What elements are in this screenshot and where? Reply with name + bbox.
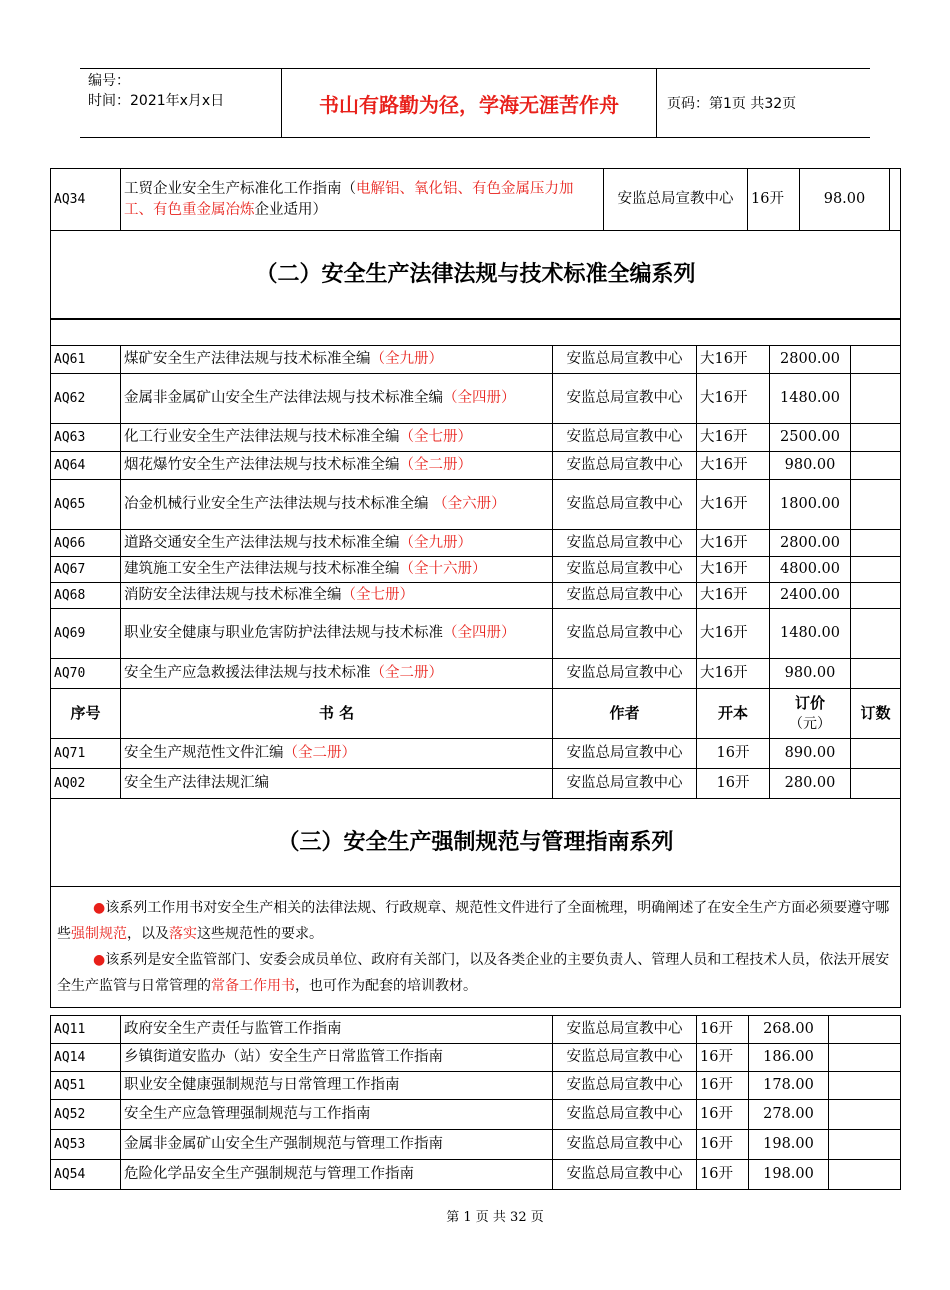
order-qty-cell[interactable] <box>890 169 901 231</box>
table-row <box>51 424 901 452</box>
book-size: 大16开 <box>697 583 770 609</box>
book-price: 2500.00 <box>770 424 851 452</box>
book-price: 280.00 <box>770 769 851 799</box>
book-title: 职业安全健康强制规范与日常管理工作指南 <box>121 1072 553 1100</box>
order-qty-cell[interactable] <box>829 1016 901 1044</box>
table-row <box>51 452 901 480</box>
book-title: 建筑施工安全生产法律法规与技术标准全编（全十六册） <box>121 557 553 583</box>
book-title: 化工行业安全生产法律法规与技术标准全编（全七册） <box>121 424 553 452</box>
table-row <box>51 374 901 424</box>
book-author: 安监总局宣教中心 <box>553 609 697 659</box>
book-author: 安监总局宣教中心 <box>553 480 697 530</box>
book-title: 安全生产应急管理强制规范与工作指南 <box>121 1100 553 1130</box>
book-title: 危险化学品安全生产强制规范与管理工作指南 <box>121 1160 553 1190</box>
book-code: AQ65 <box>51 480 121 530</box>
book-price: 2800.00 <box>770 530 851 557</box>
book-code: AQ54 <box>51 1160 121 1190</box>
book-size: 16开 <box>697 739 770 769</box>
book-author: 安监总局宣教中心 <box>553 1016 697 1044</box>
book-title: 职业安全健康与职业危害防护法律法规与技术标准（全四册） <box>121 609 553 659</box>
book-author: 安监总局宣教中心 <box>604 169 748 231</box>
book-title: 工贸企业安全生产标准化工作指南（电解铝、氧化铝、有色金属压力加工、有色重金属冶炼企业适用） <box>121 169 604 231</box>
book-code: AQ53 <box>51 1130 121 1160</box>
book-title: 烟花爆竹安全生产法律法规与技术标准全编（全二册） <box>121 452 553 480</box>
catalog-table-top <box>50 168 901 319</box>
book-code: AQ69 <box>51 609 121 659</box>
order-qty-cell[interactable] <box>829 1044 901 1072</box>
book-size: 大16开 <box>697 659 770 689</box>
book-title: 安全生产应急救援法律法规与技术标准（全二册） <box>121 659 553 689</box>
header-motto: 书山有路勤为径，学海无涯苦作舟 <box>282 69 657 137</box>
book-size: 大16开 <box>697 424 770 452</box>
book-size: 大16开 <box>697 346 770 374</box>
book-code: AQ51 <box>51 1072 121 1100</box>
order-qty-cell[interactable] <box>851 374 901 424</box>
table-row <box>51 530 901 557</box>
table-row <box>51 1072 901 1100</box>
book-code: AQ61 <box>51 346 121 374</box>
book-size: 16开 <box>697 1016 749 1044</box>
table-row <box>51 1130 901 1160</box>
table-row <box>51 1044 901 1072</box>
series-description <box>51 887 901 1008</box>
book-code: AQ02 <box>51 769 121 799</box>
book-code: AQ64 <box>51 452 121 480</box>
book-author: 安监总局宣教中心 <box>553 659 697 689</box>
book-size: 16开 <box>697 769 770 799</box>
order-qty-cell[interactable] <box>829 1072 901 1100</box>
table-row <box>51 169 901 231</box>
book-price: 2800.00 <box>770 346 851 374</box>
order-qty-cell[interactable] <box>851 769 901 799</box>
header-meta <box>80 69 282 137</box>
book-size: 大16开 <box>697 374 770 424</box>
book-price: 198.00 <box>749 1160 829 1190</box>
book-price: 186.00 <box>749 1044 829 1072</box>
order-qty-cell[interactable] <box>851 480 901 530</box>
book-size: 16开 <box>697 1072 749 1100</box>
book-size: 16开 <box>697 1044 749 1072</box>
description-paragraph: ●该系列工作用书对安全生产相关的法律法规、行政规章、规范性文件进行了全面梳理，明确阐述了在安全生产方面必须要遵守哪些强制规范，以及落实这些规范性的要求。 <box>57 900 890 942</box>
book-code: AQ62 <box>51 374 121 424</box>
book-code: AQ68 <box>51 583 121 609</box>
book-code: AQ66 <box>51 530 121 557</box>
book-price: 980.00 <box>770 452 851 480</box>
table-row <box>51 583 901 609</box>
header-page-number: 页码：第1页 共32页 <box>667 96 797 112</box>
col-header-price: 订价 （元） <box>770 689 851 739</box>
order-qty-cell[interactable] <box>851 739 901 769</box>
table-row <box>51 557 901 583</box>
book-author: 安监总局宣教中心 <box>553 374 697 424</box>
order-qty-cell[interactable] <box>851 452 901 480</box>
book-title: 煤矿安全生产法律法规与技术标准全编（全九册） <box>121 346 553 374</box>
book-author: 安监总局宣教中心 <box>553 557 697 583</box>
book-size: 16开 <box>748 169 800 231</box>
table-row <box>51 659 901 689</box>
book-price: 890.00 <box>770 739 851 769</box>
page-footer: 第 1 页 共 32 页 <box>446 1210 544 1225</box>
book-price: 98.00 <box>800 169 890 231</box>
book-code: AQ70 <box>51 659 121 689</box>
page-header <box>80 68 870 138</box>
table-row <box>51 769 901 799</box>
book-price: 4800.00 <box>770 557 851 583</box>
book-price: 980.00 <box>770 659 851 689</box>
col-header-qty: 订数 <box>851 689 901 739</box>
section-title-2: （二）安全生产法律法规与技术标准全编系列 <box>51 231 901 319</box>
book-title: 金属非金属矿山安全生产强制规范与管理工作指南 <box>121 1130 553 1160</box>
catalog-table-series2 <box>50 319 901 1008</box>
table-row <box>51 346 901 374</box>
book-price: 278.00 <box>749 1100 829 1130</box>
book-size: 大16开 <box>697 530 770 557</box>
book-title: 安全生产规范性文件汇编（全二册） <box>121 739 553 769</box>
table-row <box>51 609 901 659</box>
table-row <box>51 739 901 769</box>
col-header-name: 书 名 <box>121 689 553 739</box>
book-size: 16开 <box>697 1100 749 1130</box>
order-qty-cell[interactable] <box>851 557 901 583</box>
order-qty-cell[interactable] <box>851 530 901 557</box>
book-author: 安监总局宣教中心 <box>553 1130 697 1160</box>
book-code: AQ52 <box>51 1100 121 1130</box>
catalog-table-series3 <box>50 1015 901 1190</box>
book-title: 政府安全生产责任与监管工作指南 <box>121 1016 553 1044</box>
book-author: 安监总局宣教中心 <box>553 1044 697 1072</box>
book-code: AQ34 <box>51 169 121 231</box>
document-date: 时间：2021年x月x日 <box>88 93 225 109</box>
book-author: 安监总局宣教中心 <box>553 1160 697 1190</box>
book-author: 安监总局宣教中心 <box>553 1072 697 1100</box>
book-title: 冶金机械行业安全生产法律法规与技术标准全编 （全六册） <box>121 480 553 530</box>
book-code: AQ67 <box>51 557 121 583</box>
book-author: 安监总局宣教中心 <box>553 530 697 557</box>
book-author: 安监总局宣教中心 <box>553 739 697 769</box>
book-size: 16开 <box>697 1160 749 1190</box>
col-header-author: 作者 <box>553 689 697 739</box>
book-code: AQ11 <box>51 1016 121 1044</box>
table-row <box>51 1100 901 1130</box>
book-title: 消防安全法律法规与技术标准全编（全七册） <box>121 583 553 609</box>
book-size: 16开 <box>697 1130 749 1160</box>
section-title-3: （三）安全生产强制规范与管理指南系列 <box>51 799 901 887</box>
table-row <box>51 480 901 530</box>
book-size: 大16开 <box>697 609 770 659</box>
book-code: AQ14 <box>51 1044 121 1072</box>
book-title: 金属非金属矿山安全生产法律法规与技术标准全编（全四册） <box>121 374 553 424</box>
col-header-no: 序号 <box>51 689 121 739</box>
book-title: 道路交通安全生产法律法规与技术标准全编（全九册） <box>121 530 553 557</box>
order-qty-cell[interactable] <box>851 583 901 609</box>
book-price: 178.00 <box>749 1072 829 1100</box>
order-qty-cell[interactable] <box>829 1130 901 1160</box>
table-row <box>51 1160 901 1190</box>
book-author: 安监总局宣教中心 <box>553 1100 697 1130</box>
book-price: 1800.00 <box>770 480 851 530</box>
book-author: 安监总局宣教中心 <box>553 424 697 452</box>
book-author: 安监总局宣教中心 <box>553 346 697 374</box>
book-price: 268.00 <box>749 1016 829 1044</box>
book-author: 安监总局宣教中心 <box>553 452 697 480</box>
book-title: 安全生产法律法规汇编 <box>121 769 553 799</box>
order-qty-cell[interactable] <box>851 609 901 659</box>
description-paragraph: ●该系列是安全监管部门、安委会成员单位、政府有关部门，以及各类企业的主要负责人、管理人员和工程技术人员，依法开展安全生产监管与日常管理的常备工作用书，也可作为配套的培训教材。 <box>57 952 890 994</box>
order-qty-cell[interactable] <box>829 1100 901 1130</box>
book-size: 大16开 <box>697 557 770 583</box>
book-price: 2400.00 <box>770 583 851 609</box>
book-code: AQ71 <box>51 739 121 769</box>
table-header-row <box>51 689 901 739</box>
order-qty-cell[interactable] <box>851 424 901 452</box>
table-row <box>51 1016 901 1044</box>
book-title: 乡镇街道安监办（站）安全生产日常监管工作指南 <box>121 1044 553 1072</box>
col-header-size: 开本 <box>697 689 770 739</box>
book-price: 1480.00 <box>770 609 851 659</box>
book-size: 大16开 <box>697 452 770 480</box>
book-code: AQ63 <box>51 424 121 452</box>
book-author: 安监总局宣教中心 <box>553 583 697 609</box>
empty-row <box>51 320 901 346</box>
order-qty-cell[interactable] <box>851 346 901 374</box>
book-author: 安监总局宣教中心 <box>553 769 697 799</box>
document-number-label: 编号： <box>88 73 130 89</box>
book-price: 198.00 <box>749 1130 829 1160</box>
book-price: 1480.00 <box>770 374 851 424</box>
order-qty-cell[interactable] <box>851 659 901 689</box>
order-qty-cell[interactable] <box>829 1160 901 1190</box>
book-size: 大16开 <box>697 480 770 530</box>
